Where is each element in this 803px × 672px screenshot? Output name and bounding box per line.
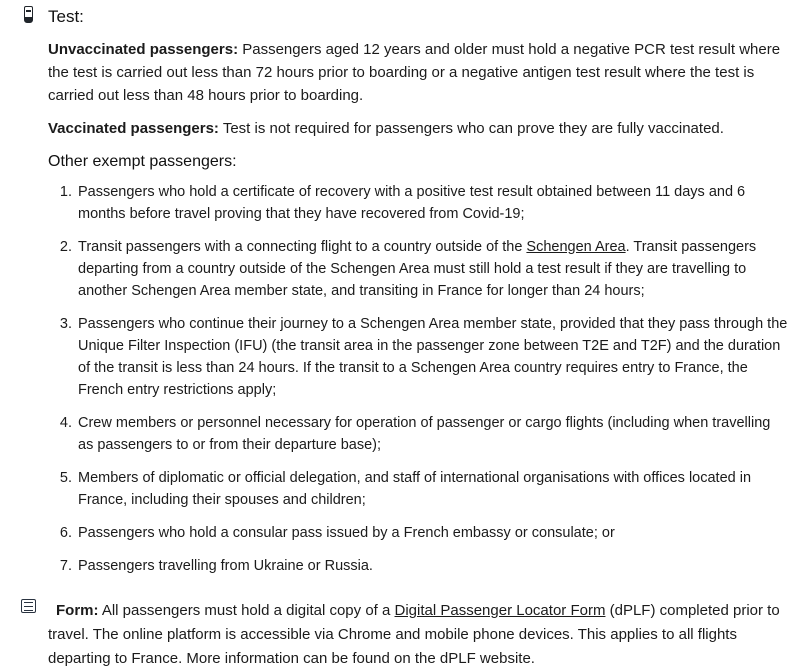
list-item-text-pre: Crew members or personnel necessary for operation of passenger or cargo flights (including when travelling as passengers to or from their departure base);: [78, 415, 771, 453]
list-item: [48, 313, 789, 401]
form-text-pre: All passengers must hold a digital copy of a: [98, 602, 395, 619]
list-item: [48, 555, 789, 577]
unvaccinated-paragraph: [48, 38, 789, 107]
vaccinated-text: Test is not required for passengers who can prove they are fully vaccinated.: [218, 120, 724, 137]
document-icon: [14, 599, 42, 615]
list-item: [48, 181, 789, 225]
list-item-text-pre: Passengers who hold a consular pass issued by a French embassy or consulate; or: [78, 525, 615, 541]
form-paragraph: [48, 599, 789, 671]
form-section-body: [48, 599, 789, 671]
list-item-text-pre: Passengers who continue their journey to a Schengen Area member state, provided that they pass through the Unique Filter Inspection (IFU) (the transit area in the passenger zone between T2E and T2F) and the duration of the transit is less than 24 hours. If the transit to a Schengen Area country requires entry to France, the French entry restrictions apply;: [78, 316, 788, 398]
test-heading: Test:: [48, 7, 84, 26]
form-label: Form:: [56, 602, 99, 619]
list-item-text-pre: Passengers travelling from Ukraine or Russia.: [78, 558, 373, 574]
list-item: [48, 522, 789, 544]
schengen-area-link[interactable]: Schengen Area: [526, 239, 626, 255]
vaccinated-label: Vaccinated passengers:: [48, 120, 219, 137]
dplf-link[interactable]: Digital Passenger Locator Form: [394, 602, 606, 619]
test-tube-icon: [14, 6, 42, 26]
exempt-heading: Other exempt passengers:: [48, 153, 237, 170]
list-item-text-post: . Transit passengers departing from a country outside of the Schengen Area must still hold a test result if they are travelling to another Schengen Area member state, and transiting in France for longer than 24 hours;: [78, 239, 757, 299]
list-item-text-pre: Passengers who hold a certificate of recovery with a positive test result obtained between 11 days and 6 months before travel proving that they have recovered from Covid-19;: [78, 184, 746, 222]
unvaccinated-label: Unvaccinated passengers:: [48, 41, 239, 58]
list-item: [48, 467, 789, 511]
list-item-text-pre: Transit passengers with a connecting flight to a country outside of the: [78, 239, 527, 255]
vaccinated-paragraph: [48, 117, 789, 140]
list-item: [48, 236, 789, 302]
test-section: [14, 6, 789, 577]
list-item: [48, 412, 789, 456]
form-section: [14, 599, 789, 671]
exempt-passengers-list: [48, 181, 789, 577]
test-section-body: [48, 6, 789, 577]
unvaccinated-text: Passengers aged 12 years and older must hold a negative PCR test result where the test is carried out less than 72 hours prior to boarding or a negative antigen test result where the test is carried out less than 48 hours prior to boarding.: [48, 41, 781, 104]
list-item-text-pre: Members of diplomatic or official delegation, and staff of international organisations with offices located in France, including their spouses and children;: [78, 470, 752, 508]
form-text-post: (dPLF) completed prior to travel. The online platform is accessible via Chrome and mobile phone devices. This applies to all flights departing to France. More information can be found on the dPLF website.: [48, 602, 780, 667]
